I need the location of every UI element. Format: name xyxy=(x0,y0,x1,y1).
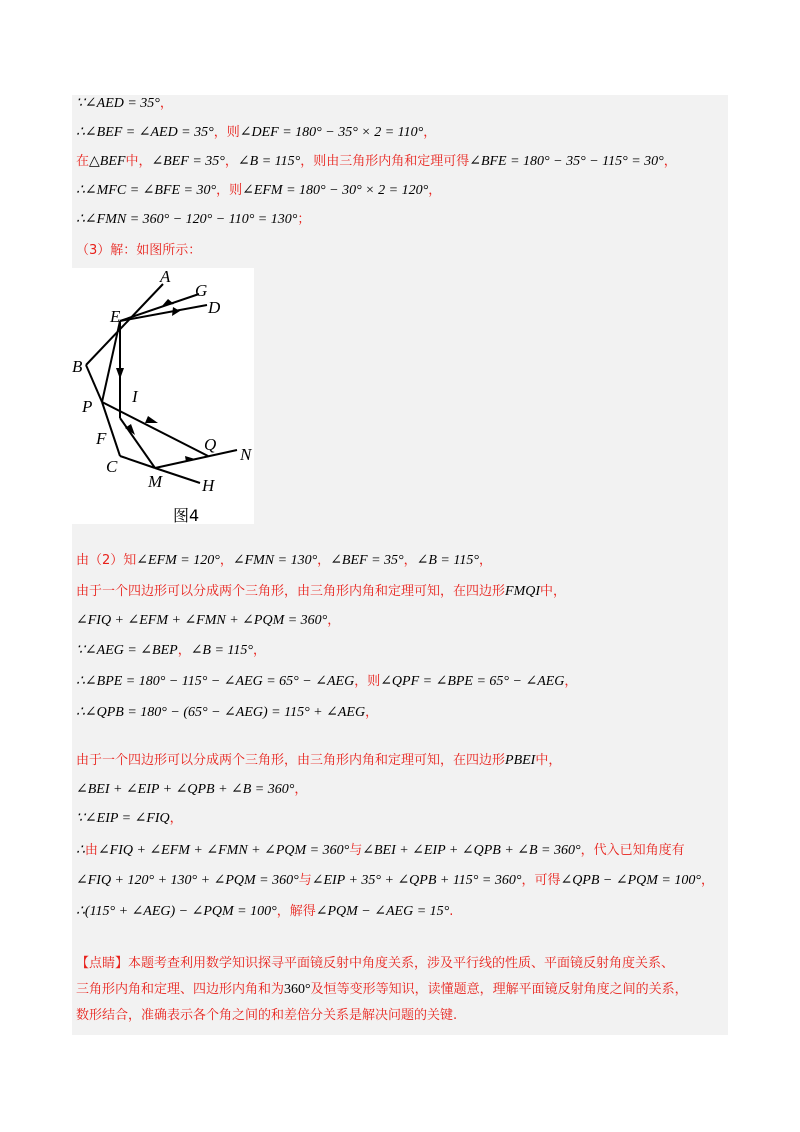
punctuation: . xyxy=(449,904,454,919)
text: 中， xyxy=(125,154,152,169)
line-10 xyxy=(76,642,266,660)
math-expression: ∠BFE = 180° − 35° − 115° = 30° xyxy=(469,154,664,169)
label-B: B xyxy=(72,357,83,376)
comment-line-2 xyxy=(76,977,726,1003)
punctuation: ， xyxy=(478,553,492,568)
math-expression: ∠FIQ + ∠EFM + ∠FMN + ∠PQM = 360° xyxy=(97,843,350,858)
math-expression: ∴∠BEF = ∠AED = 35° xyxy=(76,125,214,140)
line-12 xyxy=(76,704,378,722)
line-2 xyxy=(76,124,436,142)
comment-line-3 xyxy=(76,1003,726,1029)
line-3 xyxy=(76,153,677,171)
comment-tag: 【点睛】 xyxy=(76,956,129,971)
comment-line-1 xyxy=(76,951,726,977)
label-I: I xyxy=(132,387,138,406)
text: 由 xyxy=(84,843,98,858)
comment-text: 三角形内角和定理、四边形内角和为 xyxy=(76,982,285,997)
light-rays xyxy=(102,294,237,468)
punctuation: ； xyxy=(297,212,311,227)
text: ，则 xyxy=(354,674,381,689)
punctuation: ， xyxy=(423,125,437,140)
math-expression: ∠BEI + ∠EIP + ∠QPB + ∠B = 360° xyxy=(76,782,295,797)
label-N: N xyxy=(240,445,252,464)
label-D: D xyxy=(208,298,221,317)
line-1 xyxy=(76,95,173,113)
math-expression: ∠FMN = 130° xyxy=(232,553,318,568)
punctuation: ， xyxy=(169,811,183,826)
text: ，则 xyxy=(213,125,240,140)
label-Q: Q xyxy=(204,435,217,454)
math-expression: PBEI xyxy=(505,753,536,768)
math-expression: ∠BEF = 35° xyxy=(151,154,225,169)
arrow-head xyxy=(162,299,174,306)
line-15 xyxy=(76,810,183,828)
arrow-head xyxy=(116,368,124,379)
line-18 xyxy=(76,903,453,921)
text: 中， xyxy=(535,753,562,768)
math-expression: ∴∠MFC = ∠BFE = 30° xyxy=(76,183,217,198)
text: ，可得 xyxy=(521,873,561,888)
punctuation: ， xyxy=(365,705,379,720)
point-labels xyxy=(72,268,253,495)
math-expression: ∠DEF = 180° − 35° × 2 = 110° xyxy=(239,125,424,140)
comment-block xyxy=(76,951,726,1029)
math-expression: ∴∠BPE = 180° − 115° − ∠AEG = 65° − ∠AEG xyxy=(76,674,355,689)
math-expression: ∠PQM − ∠AEG = 15° xyxy=(315,904,450,919)
comment-text: 数形结合，准确表示各个角之间的和差倍分关系是解决问题的关键. xyxy=(76,1008,458,1023)
punctuation: ， xyxy=(663,154,677,169)
text: ，代入已知角度有 xyxy=(580,843,685,858)
math-expression: △BEF xyxy=(89,154,126,169)
label-F: F xyxy=(96,429,107,448)
text: ，则 xyxy=(216,183,243,198)
text: 由于一个四边形可以分成两个三角形，由三角形内角和定理可知，在四边形 xyxy=(76,753,506,768)
text: 与 xyxy=(298,873,312,888)
math-expression: ∠EIP + 35° + ∠QPB + 115° = 360° xyxy=(311,873,522,888)
punctuation: ， xyxy=(428,183,442,198)
text: 在 xyxy=(76,154,90,169)
math-expression: ∠BEF = 35° xyxy=(330,553,404,568)
math-expression: ∵∠AEG = ∠BEP xyxy=(76,643,178,658)
punctuation: ， xyxy=(327,613,341,628)
line-13 xyxy=(76,752,561,770)
math-expression: 360° xyxy=(284,982,311,997)
math-expression: ∠B = 115° xyxy=(190,643,253,658)
label-M: M xyxy=(148,472,163,491)
math-expression: ∠BEI + ∠EIP + ∠QPB + ∠B = 360° xyxy=(362,843,581,858)
text: 由（2）知 xyxy=(76,553,137,568)
arrowheads xyxy=(116,299,195,462)
math-expression: ∠QPF = ∠BPE = 65° − ∠AEG xyxy=(380,674,565,689)
line-9 xyxy=(76,612,340,630)
text: ， xyxy=(403,553,417,568)
arrow-head xyxy=(172,307,180,316)
math-expression: ∴(115° + ∠AEG) − ∠PQM = 100° xyxy=(76,904,277,919)
punctuation: ， xyxy=(159,96,173,111)
math-expression: ∴ xyxy=(76,843,85,858)
text: ，解得 xyxy=(276,904,316,919)
text: ， xyxy=(219,553,233,568)
punctuation: ， xyxy=(294,782,308,797)
line-17 xyxy=(76,872,714,890)
math-expression: ∠B = 115° xyxy=(237,154,301,169)
math-expression: ∠QPB − ∠PQM = 100° xyxy=(560,873,701,888)
text: ， xyxy=(177,643,191,658)
math-expression: ∴∠QPB = 180° − (65° − ∠AEG) = 115° + ∠AEG xyxy=(76,705,366,720)
label-H: H xyxy=(202,476,215,495)
label-E: E xyxy=(110,307,121,326)
text: 与 xyxy=(349,843,363,858)
line-4 xyxy=(76,182,441,200)
figure-4 xyxy=(72,268,254,524)
reflection-diagram xyxy=(72,268,254,524)
line-8 xyxy=(76,583,566,601)
math-expression: ∠B = 115° xyxy=(416,553,479,568)
math-expression: ∠FIQ + 120° + 130° + ∠PQM = 360° xyxy=(76,873,299,888)
comment-text: 本题考查利用数学知识探寻平面镜反射中角度关系，涉及平行线的性质、平面镜反射角度关系、 xyxy=(128,956,675,971)
label-G: G xyxy=(195,281,208,300)
line-6 xyxy=(76,242,201,260)
math-expression: ∴∠FMN = 360° − 120° − 110° = 130° xyxy=(76,212,298,227)
punctuation: ， xyxy=(700,873,714,888)
arrow-head xyxy=(145,416,158,423)
line-16 xyxy=(76,842,685,860)
line-11 xyxy=(76,673,577,691)
math-expression: FMQI xyxy=(505,584,541,599)
math-expression: ∵∠EIP = ∠FIQ xyxy=(76,811,170,826)
label-A: A xyxy=(160,268,171,286)
figure-caption: 图4 xyxy=(173,506,200,524)
label-P: P xyxy=(82,397,93,416)
part-heading: （3）解：如图所示： xyxy=(76,243,202,258)
line-7 xyxy=(76,552,492,570)
math-expression: ∠EFM = 120° xyxy=(136,553,220,568)
comment-text: 及恒等变形等知识，读懂题意，理解平面镜反射角度之间的关系， xyxy=(310,982,688,997)
math-expression: ∠EFM = 180° − 30° × 2 = 120° xyxy=(242,183,429,198)
math-expression: ∠FIQ + ∠EFM + ∠FMN + ∠PQM = 360° xyxy=(76,613,328,628)
text: ， xyxy=(317,553,331,568)
line-5 xyxy=(76,211,310,229)
line-14 xyxy=(76,781,307,799)
text: ，则由三角形内角和定理可得 xyxy=(300,154,470,169)
math-expression: ∵∠AED = 35° xyxy=(76,96,160,111)
punctuation: ， xyxy=(253,643,267,658)
text: 由于一个四边形可以分成两个三角形，由三角形内角和定理可知，在四边形 xyxy=(76,584,506,599)
punctuation: ， xyxy=(564,674,578,689)
label-C: C xyxy=(106,457,118,476)
text: 中， xyxy=(540,584,567,599)
text: ， xyxy=(224,154,238,169)
